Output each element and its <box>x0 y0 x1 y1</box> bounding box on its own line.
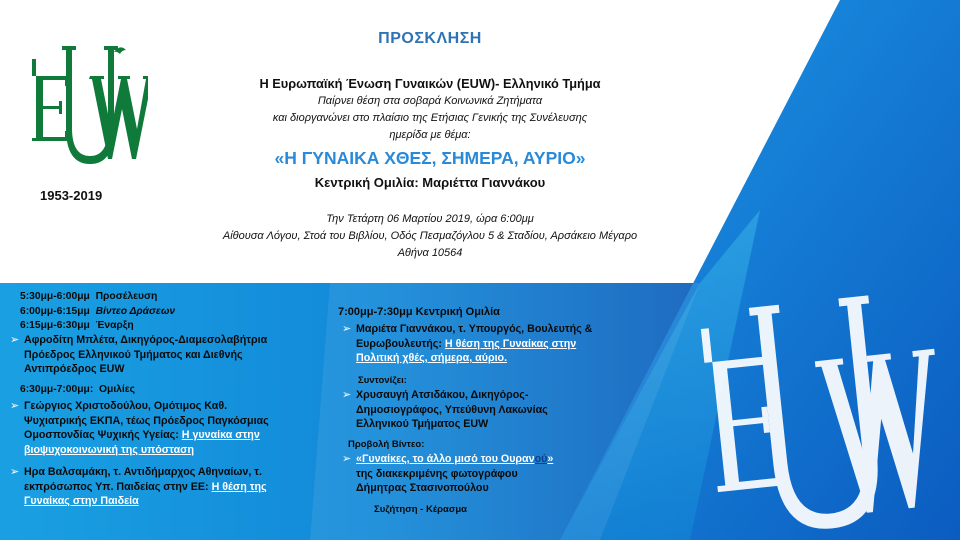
speaker-line <box>24 480 334 495</box>
speaker-line: Ηρα Βαλσαμάκη, τ. Αντιδήμαρχος Αθηναίων, τ. <box>24 466 263 478</box>
logo <box>28 38 148 183</box>
talk-title-link[interactable]: Η γυναίκα στην <box>181 429 260 441</box>
logo-years: 1953-2019 <box>40 188 103 203</box>
euw-logo-icon <box>28 38 148 183</box>
talk-title-link[interactable]: Η θέση της <box>211 480 267 493</box>
schedule-time: 6:00μμ-6:15μμ <box>20 306 90 317</box>
speaker-line <box>24 428 334 443</box>
schedule-label: Έναρξη <box>95 320 134 331</box>
page-title: ΠΡΟΣΚΛΗΣΗ <box>378 30 482 47</box>
speaker-line <box>356 337 676 352</box>
keynote-time: 7:00μμ-7:30μμ Κεντρική Ομιλία <box>338 306 500 318</box>
schedule-item-talks <box>20 383 135 396</box>
arrow-bullet-icon: ➢ <box>10 334 20 346</box>
moderator-label: Συντονίζει: <box>358 375 407 386</box>
talk-title-link[interactable]: Πολιτική χθές, σήμερα, αύριο. <box>356 352 508 364</box>
video-title-part[interactable]: » <box>547 453 554 465</box>
arrow-bullet-icon: ➢ <box>10 466 20 478</box>
video-item <box>342 452 676 496</box>
closing-note: Συζήτηση - Κέρασμα <box>374 504 467 515</box>
intro-line-2: και διοργανώνει στο πλαίσιο της Ετήσιας Γενικής της Συνέλευσης <box>272 112 588 124</box>
arrow-bullet-icon: ➢ <box>10 400 20 412</box>
schedule-item-arrival <box>20 290 157 303</box>
speaker-line: Αντιπρόεδρος EUW <box>24 363 125 375</box>
speaker-line: Δημοσιογράφος, Υπεύθυνη Λακωνίας <box>356 403 548 416</box>
speaker-line: Χρυσαυγή Ατσιδάκου, Δικηγόρος- <box>356 389 529 401</box>
keynote-speaker: Κεντρική Ομιλία: Μαριέττα Γιαννάκου <box>314 175 546 190</box>
video-title-part[interactable]: «Γυναίκες, το άλλο μισό του Ουραν <box>356 453 535 465</box>
moderator-atsidakou <box>342 388 676 432</box>
event-venue: Αίθουσα Λόγου, Στοά του Βιβλίου, Οδός Πεσμαζόγλου 5 & Σταδίου, Αρσάκειο Μέγαρο <box>222 230 638 242</box>
speaker-bleta <box>10 333 334 377</box>
speaker-line: Μαριέτα Γιαννάκου, τ. Υπουργός, Βουλευτής & <box>356 323 593 335</box>
schedule-label: Βίντεο Δράσεων <box>95 306 176 317</box>
speaker-text: εκπρόσωπος Υπ. Παιδείας στην ΕΕ: <box>24 480 212 493</box>
talk-title-link[interactable]: Γυναίκας στην Παιδεία <box>24 495 139 507</box>
intro-line-3: ημερίδα με θέμα: <box>389 129 471 141</box>
schedule-label: Ομιλίες <box>99 384 136 395</box>
speaker-line: Ελληνικού Τμήματος EUW <box>356 418 489 430</box>
event-date: Την Τετάρτη 06 Μαρτίου 2019, ώρα 6:00μμ <box>326 213 534 225</box>
speaker-valsamaki <box>10 465 334 509</box>
intro-line-1: Παίρνει θέση στα σοβαρά Κοινωνικά Ζητήματα <box>317 95 543 107</box>
schedule-item-opening <box>20 319 134 332</box>
arrow-bullet-icon: ➢ <box>342 453 352 465</box>
schedule-item-video <box>20 305 175 318</box>
schedule-time: 6:30μμ-7:00μμ: <box>20 384 94 395</box>
speaker-line: Ψυχιατρικής ΕΚΠΑ, τέως Πρόεδρος Παγκόσμιας <box>24 414 269 427</box>
speaker-giannakou <box>342 322 676 366</box>
schedule-label: Προσέλευση <box>95 291 158 302</box>
video-title[interactable] <box>356 452 676 467</box>
talk-title-link[interactable]: βιοψυχοκοινωνική της υπόσταση <box>24 443 194 456</box>
schedule-time: 6:15μμ-6:30μμ <box>20 320 90 331</box>
speaker-line: της διακεκριμένης φωτογράφου <box>356 467 518 480</box>
speaker-line: Δήμητρας Στασινοπούλου <box>356 482 489 494</box>
talk-title-link[interactable]: Η θέση της Γυναίκας στην <box>444 337 577 350</box>
speaker-line: Αφροδίτη Μπλέτα, Δικηγόρος-Διαμεσολαβήτρια <box>24 334 268 346</box>
event-theme: «Η ΓΥΝΑΙΚΑ ΧΘΕΣ, ΣΗΜΕΡΑ, ΑΥΡΙΟ» <box>274 148 586 168</box>
speaker-christodoulou <box>10 399 334 457</box>
speaker-line: Πρόεδρος Ελληνικού Τμήματος και Διεθνής <box>24 348 243 361</box>
watermark-logo-icon <box>700 280 960 540</box>
video-label: Προβολή Βίντεο: <box>348 439 425 450</box>
event-city: Αθήνα 10564 <box>397 247 463 259</box>
speaker-text: Ευρωβουλευτής: <box>356 337 445 350</box>
video-title-part[interactable]: ού <box>534 453 548 465</box>
speaker-text: Ομοσπονδίας Ψυχικής Υγείας: <box>24 429 182 441</box>
schedule-time: 5:30μμ-6:00μμ <box>20 291 90 302</box>
speaker-line: Γεώργιος Χριστοδούλου, Ομότιμος Καθ. <box>24 400 228 412</box>
arrow-bullet-icon: ➢ <box>342 323 352 335</box>
organization-name: Η Ευρωπαϊκή Ένωση Γυναικών (EUW)- Ελληνικό Τμήμα <box>259 76 601 91</box>
arrow-bullet-icon: ➢ <box>342 389 352 401</box>
